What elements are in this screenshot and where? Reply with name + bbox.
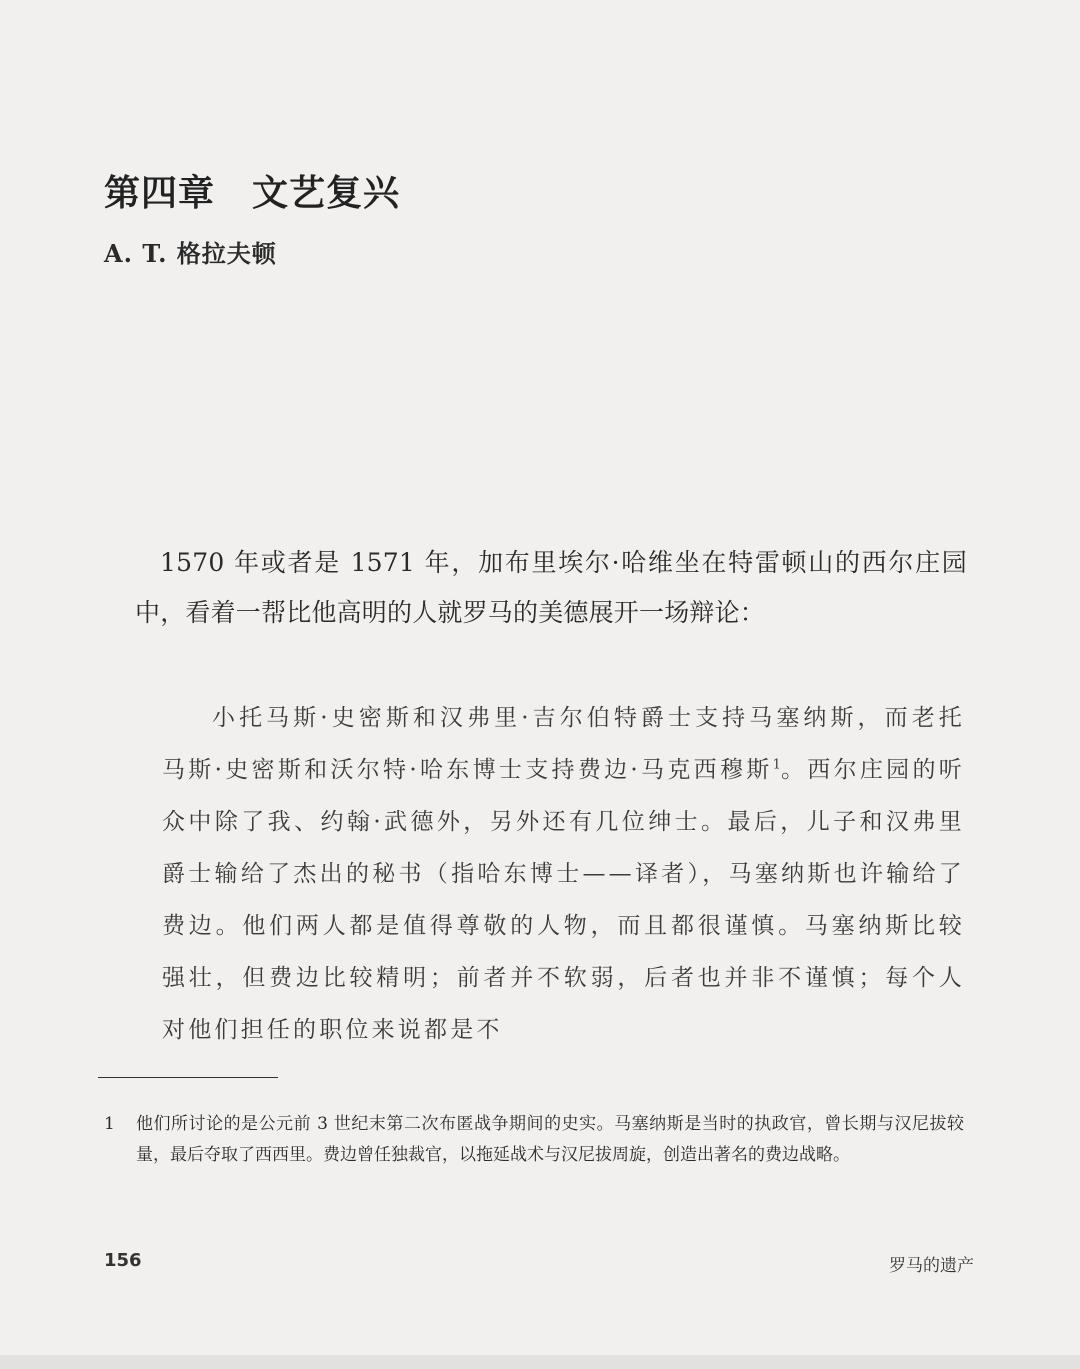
footnote bbox=[104, 1109, 964, 1171]
quote-text-part-2: 。西尔庄园的听众中除了我、约翰·武德外，另外还有几位绅士。最后，儿子和汉弗里爵士输给了杰出的秘书（指哈东博士——译者），马塞纳斯也许输给了费边。他们两人都是值得尊敬的人物，而且都很谨慎。马塞纳斯比较强壮，但费边比较精明；前者并不软弱，后者也并非不谨慎；每个人对他们担任的职位来说都是不 bbox=[162, 757, 965, 1043]
block-quote bbox=[162, 692, 965, 1056]
footnote-text: 他们所讨论的是公元前 3 世纪末第二次布匿战争期间的史实。马塞纳斯是当时的执政官，曾长期与汉尼拔较量，最后夺取了西西里。费边曾任独裁官，以拖延战术与汉尼拔周旋，创造出著名的费边战略。 bbox=[136, 1114, 964, 1165]
chapter-title: 第四章 文艺复兴 bbox=[104, 173, 401, 214]
page-bottom-edge bbox=[0, 1355, 1080, 1369]
footnote-number: 1 bbox=[104, 1114, 115, 1134]
quote-text-part-1: 小托马斯·史密斯和汉弗里·吉尔伯特爵士支持马塞纳斯，而老托马斯·史密斯和沃尔特·哈东博士支持费边·马克西穆斯 bbox=[162, 705, 965, 783]
running-title: 罗马的遗产 bbox=[889, 1256, 974, 1276]
opening-paragraph: 1570 年或者是 1571 年，加布里埃尔·哈维坐在特雷顿山的西尔庄园中，看着一帮比他高明的人就罗马的美德展开一场辩论： bbox=[135, 548, 967, 627]
footnote-divider bbox=[98, 1077, 278, 1078]
footnote-reference[interactable]: 1 bbox=[772, 757, 781, 773]
page-number: 156 bbox=[104, 1250, 142, 1271]
chapter-author: A. T. 格拉夫顿 bbox=[104, 239, 277, 268]
